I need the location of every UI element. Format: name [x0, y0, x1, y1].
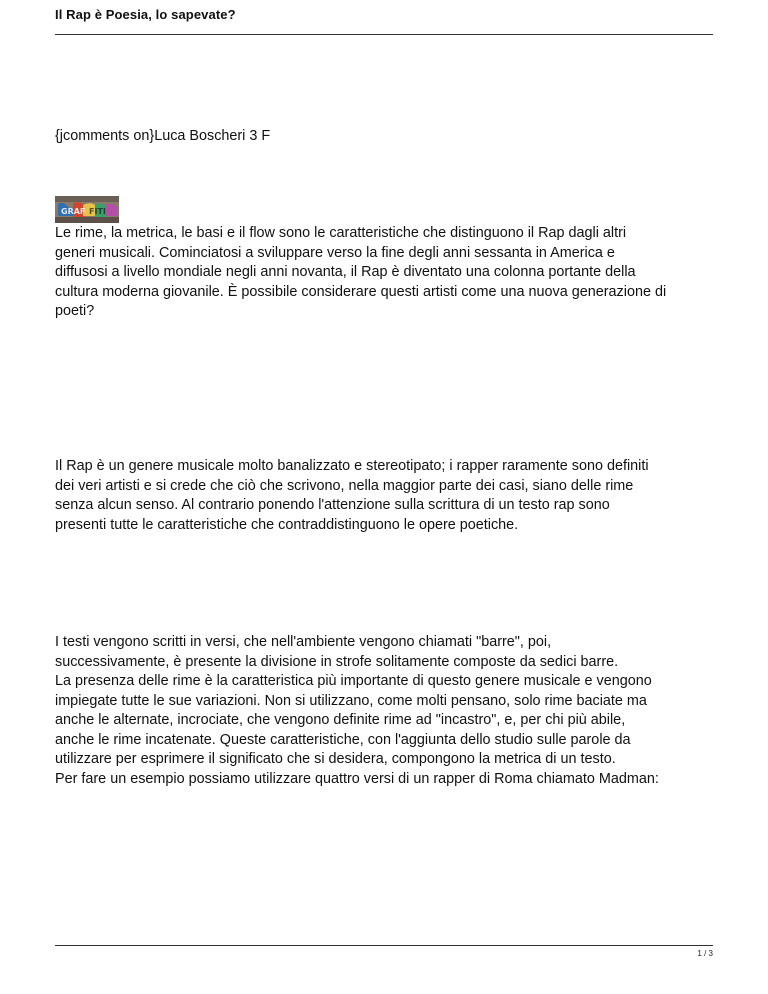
paragraph-metrics: I testi vengono scritti in versi, che nell'ambiente vengono chiamati "barre", poi, successivamente, è presente la divisione in strofe solitamente composte da sedici barre. La presenza delle rime è la caratteristica più importante di questo genere musicale e vengono impiegate tutte le sue variazioni. Non si utilizzano, come molti pensano, solo rime baciate ma anche le alternate, incrociate, che vengono definite rime ad "incastro", e, per chi più abile, anche le rime incatenate. Queste caratteristiche, con l'aggiunta dello studio sulle parole da utilizzare per esprimere il significato che si desidera, compongono la metrica di un testo. Per fare un esempio possiamo utilizzare quattro versi di un rapper di Roma chiamato Madman:: [55, 634, 659, 787]
paragraph-intro: Le rime, la metrica, le basi e il flow sono le caratteristiche che distinguono il Rap dagli altri generi musicali. Cominciatosi a sviluppare verso la fine degli anni sessanta in America e diffusosi a livello mondiale negli anni novanta, il Rap è diventato una colonna portante della cultura moderna giovanile. È possibile considerare questi artisti come una nuova generazione di poeti?: [55, 225, 667, 319]
graffiti-image: [55, 196, 119, 223]
page-number: 1 / 3: [697, 949, 713, 958]
byline: {jcomments on}Luca Boscheri 3 F: [55, 128, 271, 144]
header-divider: [55, 34, 713, 35]
svg-text:FITI: FITI: [89, 207, 106, 216]
footer-divider: [55, 945, 713, 946]
paragraph-stereotypes: Il Rap è un genere musicale molto banalizzato e stereotipato; i rapper raramente sono definiti dei veri artisti e si crede che ciò che scrivono, nella maggior parte dei casi, siano delle rime senza alcun senso. Al contrario ponendo l'attenzione sulla scrittura di un testo rap sono presenti tutte le caratteristiche che contraddistinguono le opere poetiche.: [55, 458, 649, 533]
page-title: Il Rap è Poesia, lo sapevate?: [55, 7, 236, 22]
svg-text:GRAF: GRAF: [61, 207, 86, 216]
